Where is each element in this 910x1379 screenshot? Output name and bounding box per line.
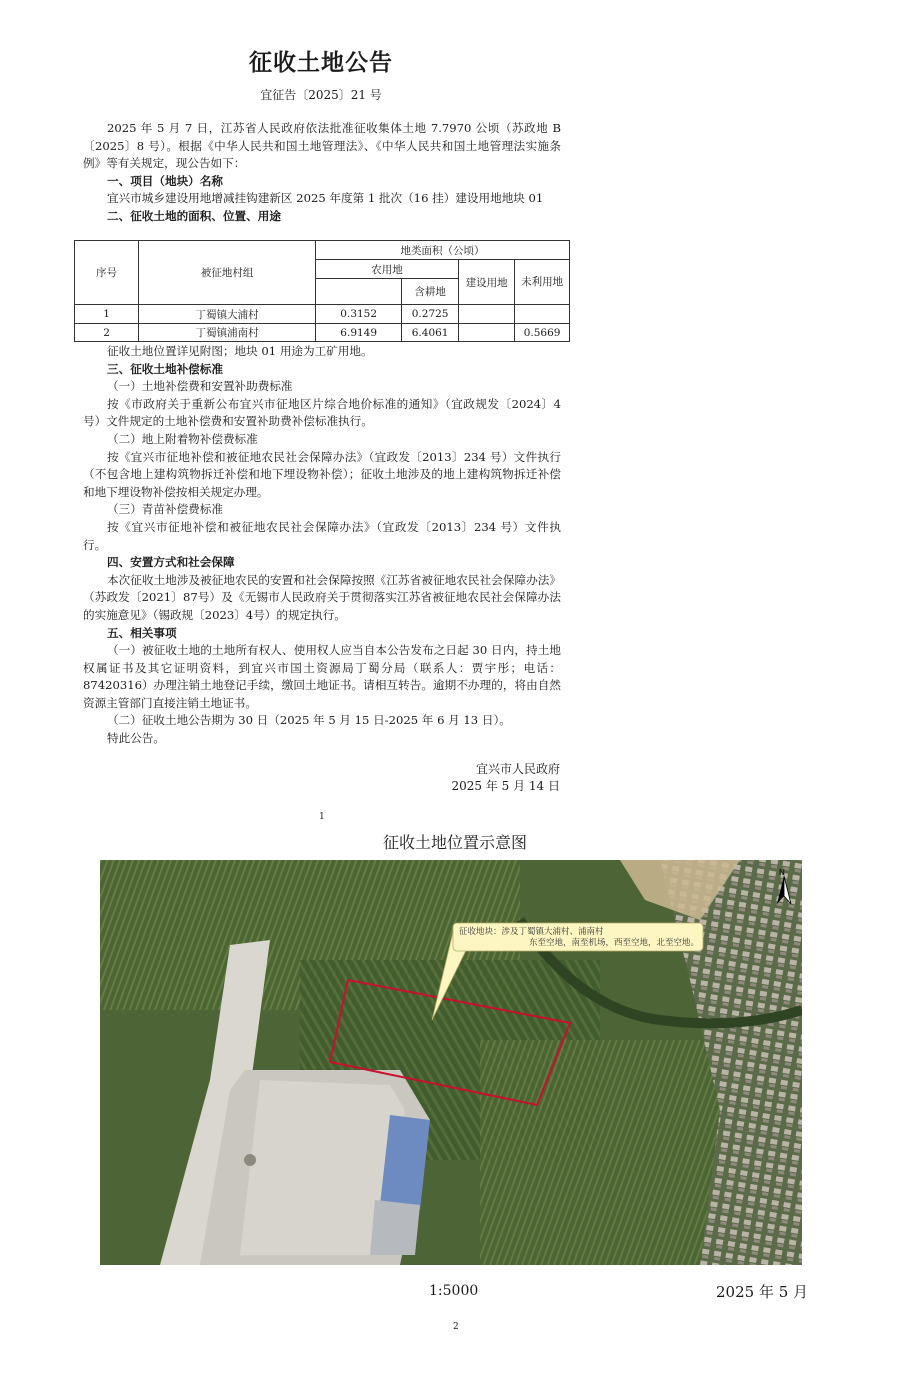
location-map	[100, 860, 802, 1265]
th-village: 被征地村组	[139, 241, 316, 305]
cell-unused: 0.5669	[515, 324, 570, 342]
notice-title: 征收土地公告	[249, 50, 393, 76]
signature-authority: 宜兴市人民政府	[475, 762, 560, 776]
map-callout	[459, 926, 699, 948]
section2-heading: 二、征收土地的面积、位置、用途	[107, 208, 281, 223]
cell-arable: 6.4061	[402, 324, 459, 342]
cell-farm: 0.3152	[316, 305, 402, 324]
cell-seq: 1	[75, 305, 139, 324]
north-arrow-icon: N	[779, 868, 785, 877]
section5-heading: 五、相关事项	[107, 625, 177, 640]
s3-text3: 按《宜兴市征地补偿和被征地农民社会保障办法》（宜政发〔2013〕234 号）文件执行。	[83, 519, 561, 552]
s3-sub1: （一）土地补偿费和安置补助费标准	[107, 379, 293, 394]
notice-body-top	[83, 120, 561, 226]
cell-construction	[458, 305, 514, 324]
section4-heading: 四、安置方式和社会保障	[107, 555, 235, 570]
notice-body-bottom	[83, 343, 561, 748]
th-unused: 未利用地	[515, 260, 570, 305]
s5-text1: （一）被征收土地的土地所有权人、使用权人应当自本公告发布之日起 30 日内，持土地权属证书及其它证明资料，到宜兴市国土资源局丁蜀分局（联系人：贾宇彤；电话：87420316）办理注销土地登记手续，缴回土地证书。请相互转告。逾期不办理的，将由自然资源主管部门直接注销土地证书。	[83, 643, 561, 710]
callout-line1: 征收地块：涉及丁蜀镇大浦村、浦南村	[459, 926, 604, 936]
s3-text1: 按《市政府关于重新公布宜兴市征地区片综合地价标准的通知》（宜政规发〔2024〕4 号）文件规定的土地补偿费和安置补助费补偿标准执行。	[83, 396, 561, 429]
callout-line2: 东至空地，南至机场，西至空地，北至空地。	[528, 937, 699, 947]
s5-text2: （二）征收土地公告期为 30 日（2025 年 5 月 15 日-2025 年 6 月 13 日）。	[107, 713, 511, 728]
map-date: 2025 年 5 月	[716, 1283, 809, 1301]
signature-date: 2025 年 5 月 14 日	[451, 779, 560, 793]
th-area: 地类面积（公顷）	[316, 241, 570, 260]
map-title: 征收土地位置示意图	[382, 833, 527, 852]
land-area-table	[74, 240, 570, 342]
th-farm-total	[316, 279, 402, 305]
section2-note: 征收土地位置详见附图；地块 01 用途为工矿用地。	[107, 344, 373, 358]
table-row	[75, 324, 570, 342]
cell-arable: 0.2725	[402, 305, 459, 324]
page-number-1: 1	[319, 812, 325, 822]
s4-text: 本次征收土地涉及被征地农民的安置和社会保障按照《江苏省被征地农民社会保障办法》（苏政发〔2021〕87号）及《无锡市人民政府关于贯彻落实江苏省被征地农民社会保障办法的实施意见》（锡政规〔2023〕4号）的规定执行。	[83, 572, 561, 622]
th-construction: 建设用地	[458, 260, 514, 305]
intro-paragraph: 2025 年 5 月 7 日，江苏省人民政府依法批准征收集体土地 7.7970 公顷（苏政地 B〔2025〕8 号）。根据《中华人民共和国土地管理法》、《中华人民共和国土地管理法实施条例》等有关规定，现公告如下：	[83, 121, 561, 171]
cell-seq: 2	[75, 324, 139, 342]
section3-heading: 三、征收土地补偿标准	[107, 361, 223, 376]
th-farmland: 农用地	[316, 260, 459, 279]
s3-sub2: （二）地上附着物补偿费标准	[107, 431, 258, 446]
cell-unused	[515, 305, 570, 324]
cell-village: 丁蜀镇浦南村	[139, 324, 316, 342]
section1-heading: 一、项目（地块）名称	[107, 173, 223, 188]
document-number: 宜征告〔2025〕21 号	[260, 88, 382, 102]
s3-sub3: （三）青苗补偿费标准	[107, 502, 223, 517]
s3-text2: 按《宜兴市征地补偿和被征地农民社会保障办法》（宜政发〔2013〕234 号）文件执行（不包含地上建构筑物拆迁补偿和地下埋设物补偿）；征收土地涉及的地上建构筑物拆迁补偿和地下埋设物补偿按相关规定办理。	[83, 449, 561, 499]
th-arable: 含耕地	[402, 279, 459, 305]
table-row	[75, 305, 570, 324]
th-seq: 序号	[75, 241, 139, 305]
cell-construction	[458, 324, 514, 342]
cell-farm: 6.9149	[316, 324, 402, 342]
page-number-2: 2	[453, 1322, 459, 1332]
satellite-image	[100, 860, 802, 1265]
map-scale: 1:5000	[429, 1283, 479, 1299]
cell-village: 丁蜀镇大浦村	[139, 305, 316, 324]
closing-text: 特此公告。	[107, 731, 165, 746]
section1-text: 宜兴市城乡建设用地增减挂钩建新区 2025 年度第 1 批次（16 挂）建设用地地块 01	[107, 191, 544, 206]
